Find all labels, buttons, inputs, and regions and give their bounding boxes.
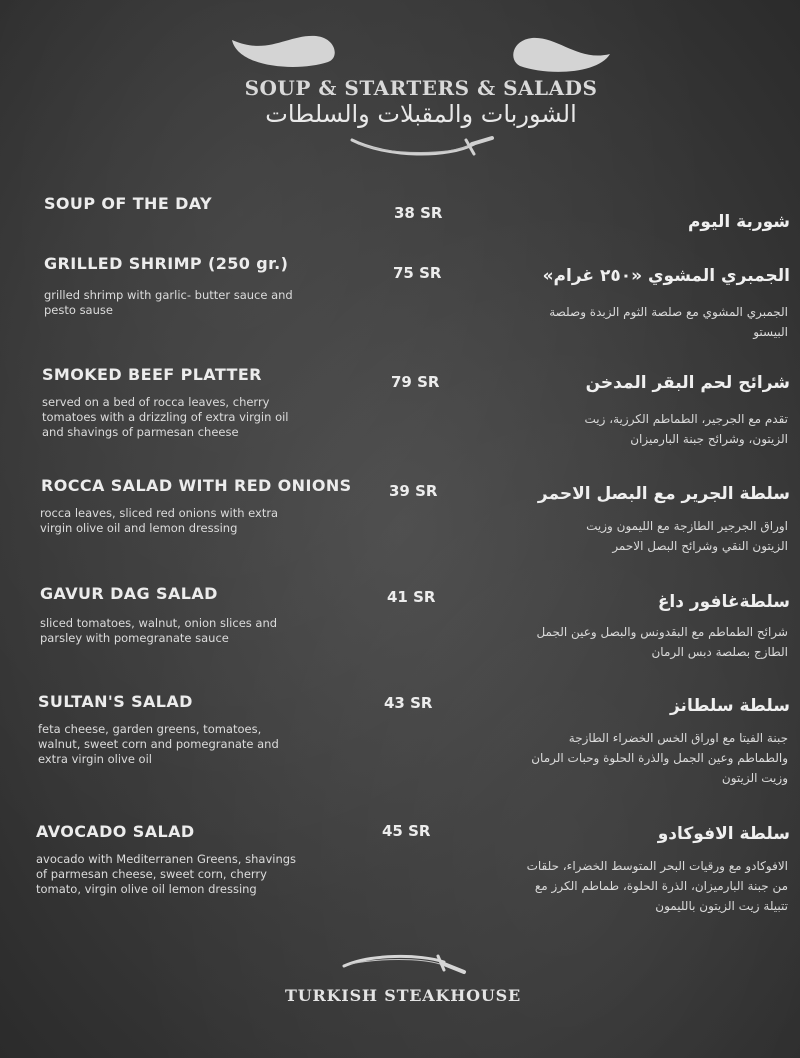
- item-description: sliced tomatoes, walnut, onion slices and parsley with pomegranate sauce: [40, 616, 278, 645]
- item-description: feta cheese, garden greens, tomatoes, walnut, sweet corn and pomegranate and extra virgin olive oil: [38, 722, 279, 766]
- item-description-ar: الافوكادو مع ورقيات البحر المتوسط الخضراء، حلقات من جبنة البارميزان، الذرة الحلوة، طماطم الكرز مع تتبيلة زيت الزيتون بالليمون: [526, 859, 788, 913]
- item-name: SMOKED BEEF PLATTER: [42, 365, 262, 384]
- brand-footer: TURKISH STEAKHOUSE: [285, 986, 521, 1005]
- item-name: AVOCADO SALAD: [36, 822, 195, 841]
- item-description-ar: الجمبري المشوي مع صلصة الثوم الزبدة وصلصة البيستو: [549, 305, 788, 339]
- item-price: 39 SR: [389, 482, 438, 500]
- item-description: avocado with Mediterranen Greens, shavings of parmesan cheese, sweet corn, cherry tomato, virgin olive oil lemon dressing: [36, 852, 297, 896]
- item-name: SULTAN'S SALAD: [38, 692, 193, 711]
- item-name-ar: سلطة سلطانز: [669, 696, 790, 716]
- item-name-ar: سلطةغافور داغ: [657, 592, 790, 612]
- item-price: 43 SR: [384, 694, 433, 712]
- item-description-ar: جبنة الفيتا مع اوراق الخس الخضراء الطازجة والطماطم وعين الجمل والذرة الحلوة وحبات الرمان وزيت الزيتون: [531, 731, 788, 785]
- item-description: served on a bed of rocca leaves, cherry tomatoes with a drizzling of extra virgin oil and shavings of parmesan cheese: [42, 395, 289, 439]
- scimitar-icon: [348, 132, 498, 166]
- item-name: GAVUR DAG SALAD: [40, 584, 218, 603]
- section-title-en: SOUP & STARTERS & SALADS: [244, 76, 598, 100]
- item-name-ar: سلطة الجرير مع البصل الاحمر: [537, 484, 790, 504]
- scimitar-icon: [340, 952, 470, 982]
- item-description-ar: تقدم مع الجرجير، الطماطم الكرزية، زيت الزيتون، وشرائح جبنة البارميزان: [584, 412, 788, 446]
- item-price: 45 SR: [382, 822, 431, 840]
- item-price: 41 SR: [387, 588, 436, 606]
- item-description-ar: اوراق الجرجير الطازجة مع الليمون وزيت الزيتون النقي وشرائح البصل الاحمر: [586, 519, 788, 553]
- item-name-ar: شوربة اليوم: [687, 212, 790, 232]
- item-name-ar: الجمبري المشوي «٢٥٠ غرام»: [542, 266, 790, 286]
- item-description: rocca leaves, sliced red onions with extra virgin olive oil and lemon dressing: [40, 506, 279, 535]
- item-price: 38 SR: [394, 204, 443, 222]
- item-price: 75 SR: [393, 264, 442, 282]
- item-name: ROCCA SALAD WITH RED ONIONS: [41, 476, 352, 495]
- item-name: GRILLED SHRIMP (250 gr.): [44, 254, 289, 273]
- item-name: SOUP OF THE DAY: [44, 194, 213, 213]
- item-name-ar: سلطة الافوكادو: [657, 824, 790, 844]
- item-description-ar: شرائح الطماطم مع البقدونس والبصل وعين الجمل الطازج بصلصة دبس الرمان: [536, 625, 788, 659]
- item-description: grilled shrimp with garlic- butter sauce and pesto sause: [44, 288, 293, 317]
- item-name-ar: شرائح لحم البقر المدخن: [585, 373, 790, 393]
- item-price: 79 SR: [391, 373, 440, 391]
- mustache-icon: [228, 28, 614, 80]
- section-title-ar: الشوربات والمقبلات والسلطات: [265, 100, 577, 128]
